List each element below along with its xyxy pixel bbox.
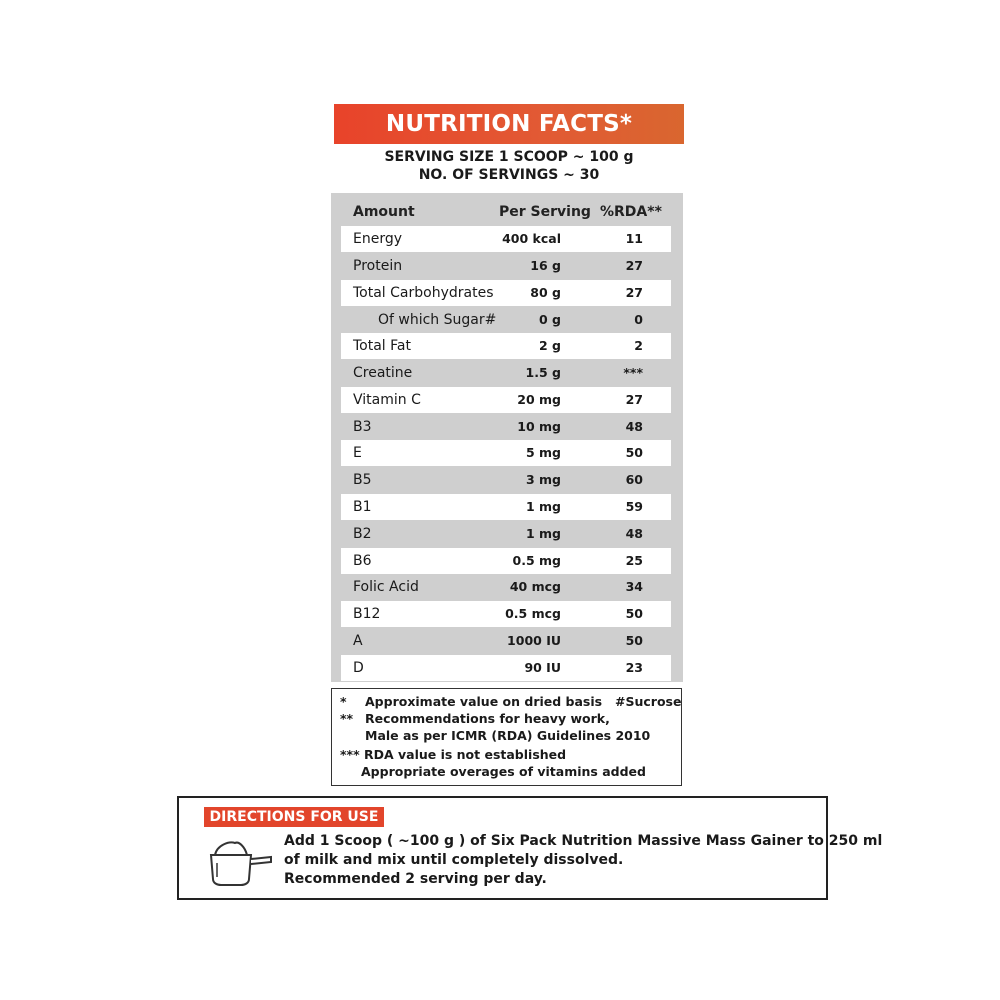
nutrient-name: Of which Sugar# (378, 312, 497, 328)
footnote-sucrose: #Sucrose (615, 694, 682, 709)
table-row (331, 494, 683, 520)
nutrient-per-serving: 400 kcal (502, 231, 561, 246)
nutrition-table (331, 193, 683, 682)
table-row (331, 360, 683, 386)
footnote-icmr: Male as per ICMR (RDA) Guidelines 2010 (365, 728, 651, 743)
nutrient-name: Protein (353, 258, 403, 274)
table-row (331, 307, 683, 333)
nutrient-per-serving: 16 g (530, 258, 561, 273)
nutrient-name: Creatine (353, 365, 413, 381)
nutrient-per-serving: 0 g (539, 312, 561, 327)
table-row (331, 387, 683, 413)
footnotes (331, 688, 682, 786)
table-row (331, 628, 683, 654)
nutrient-rda: 11 (625, 231, 643, 246)
nutrient-name: Total Fat (353, 338, 411, 354)
table-row (331, 655, 683, 681)
nutrient-per-serving: 1.5 g (525, 365, 561, 380)
nutrient-per-serving: 2 g (539, 338, 561, 353)
nutrient-per-serving: 80 g (530, 285, 561, 300)
table-row (331, 414, 683, 440)
nutrient-per-serving: 1000 IU (507, 633, 561, 648)
nutrient-per-serving: 1 mg (525, 526, 561, 541)
nutrient-rda: 2 (634, 338, 643, 353)
nutrient-rda: 34 (625, 579, 643, 594)
table-row (331, 574, 683, 600)
number-of-servings: NO. OF SERVINGS ~ 30 (418, 167, 600, 183)
nutrient-name: Total Carbohydrates (353, 285, 494, 301)
nutrient-rda: 25 (625, 553, 643, 568)
nutrient-name: D (353, 660, 364, 676)
header-rda: %RDA** (600, 204, 662, 220)
nutrient-name: B12 (353, 606, 381, 622)
nutrient-rda: 23 (625, 660, 643, 675)
nutrient-per-serving: 0.5 mcg (505, 606, 561, 621)
nutrient-name: B6 (353, 553, 372, 569)
nutrient-per-serving: 5 mg (525, 445, 561, 460)
directions-line-1: Add 1 Scoop ( ~100 g ) of Six Pack Nutrition Massive Mass Gainer to 250 ml (284, 833, 883, 849)
nutrient-per-serving: 3 mg (525, 472, 561, 487)
nutrient-rda: 50 (625, 606, 643, 621)
nutrient-name: B5 (353, 472, 372, 488)
scoop-icon (207, 835, 273, 887)
directions-line-2: of milk and mix until completely dissolved. (284, 852, 624, 868)
table-row (331, 226, 683, 252)
nutrient-rda: 48 (625, 419, 643, 434)
serving-size: SERVING SIZE 1 SCOOP ~ 100 g (384, 149, 634, 165)
nutrient-name: A (353, 633, 363, 649)
footnote-double-star: ** (340, 711, 354, 726)
directions-line-3: Recommended 2 serving per day. (284, 871, 547, 887)
footnote-rda-not-established: *** RDA value is not established (340, 747, 567, 762)
nutrient-name: Energy (353, 231, 403, 247)
nutrient-name: E (353, 445, 362, 461)
footnote-heavy-work: Recommendations for heavy work, (365, 711, 610, 726)
nutrient-rda: *** (623, 365, 643, 380)
table-row (331, 521, 683, 547)
table-row (331, 333, 683, 359)
nutrient-name: B3 (353, 419, 372, 435)
header-per-serving: Per Serving (499, 204, 591, 220)
table-row (331, 440, 683, 466)
footnote-overages: Appropriate overages of vitamins added (361, 764, 646, 779)
nutrient-per-serving: 1 mg (525, 499, 561, 514)
nutrient-rda: 0 (634, 312, 643, 327)
nutrient-name: Vitamin C (353, 392, 421, 408)
nutrient-per-serving: 40 mcg (509, 579, 561, 594)
nutrient-rda: 50 (625, 633, 643, 648)
footnote-star: * (340, 694, 347, 709)
nutrition-facts-title: NUTRITION FACTS* (334, 104, 684, 144)
nutrient-rda: 27 (625, 258, 643, 273)
nutrient-per-serving: 0.5 mg (512, 553, 561, 568)
nutrient-rda: 48 (625, 526, 643, 541)
nutrient-per-serving: 90 IU (524, 660, 561, 675)
directions-label: DIRECTIONS FOR USE (204, 807, 384, 827)
nutrient-rda: 27 (625, 392, 643, 407)
header-amount: Amount (353, 204, 415, 220)
nutrient-per-serving: 10 mg (517, 419, 561, 434)
table-row (331, 467, 683, 493)
nutrient-name: Folic Acid (353, 579, 419, 595)
table-row (331, 548, 683, 574)
nutrient-rda: 27 (625, 285, 643, 300)
nutrient-rda: 50 (625, 445, 643, 460)
nutrient-rda: 59 (625, 499, 643, 514)
nutrient-per-serving: 20 mg (517, 392, 561, 407)
directions-box (177, 796, 883, 900)
table-row (331, 280, 683, 306)
nutrient-rda: 60 (625, 472, 643, 487)
nutrient-name: B1 (353, 499, 372, 515)
table-row (331, 253, 683, 279)
table-row (331, 601, 683, 627)
footnote-dried-basis: Approximate value on dried basis (365, 694, 603, 709)
nutrient-name: B2 (353, 526, 372, 542)
